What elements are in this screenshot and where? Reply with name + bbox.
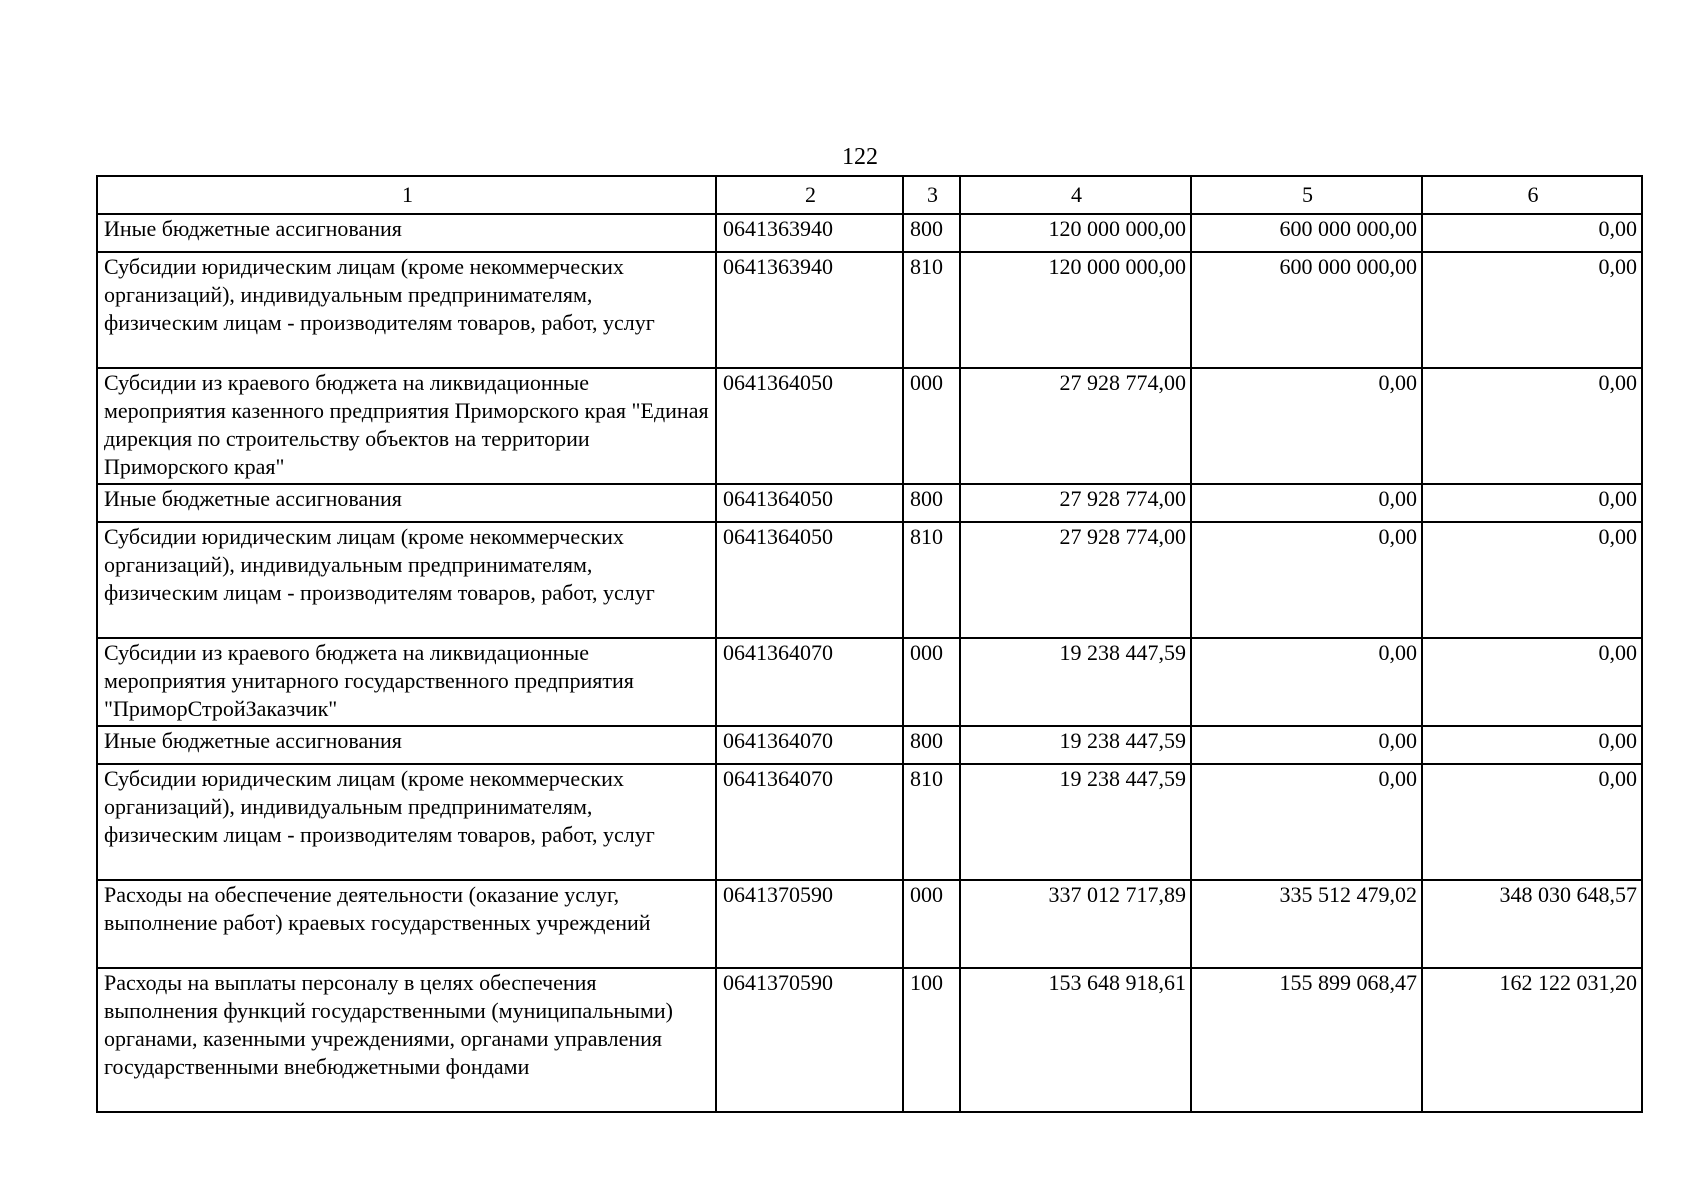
row-kvr: 800 xyxy=(903,484,960,522)
row-amount-4: 19 238 447,59 xyxy=(960,764,1191,880)
table-row xyxy=(97,484,1642,522)
table-row xyxy=(97,252,1642,368)
row-name: Иные бюджетные ассигнования xyxy=(97,484,716,522)
budget-table xyxy=(96,175,1643,1113)
row-kvr: 800 xyxy=(903,214,960,252)
header-col-2: 2 xyxy=(716,176,903,214)
row-kvr: 000 xyxy=(903,880,960,968)
table-row xyxy=(97,522,1642,638)
table-row xyxy=(97,726,1642,764)
table-body xyxy=(97,214,1642,1112)
row-amount-5: 0,00 xyxy=(1191,638,1422,726)
row-code: 0641370590 xyxy=(716,968,903,1112)
row-amount-6: 162 122 031,20 xyxy=(1422,968,1642,1112)
row-amount-4: 120 000 000,00 xyxy=(960,214,1191,252)
table-row xyxy=(97,214,1642,252)
row-name: Расходы на выплаты персоналу в целях обеспечения выполнения функций государственными (муниципальными) органами, казенными учреждениями, органами управления государственными внебюджетными фондами xyxy=(97,968,716,1112)
row-name: Расходы на обеспечение деятельности (оказание услуг, выполнение работ) краевых государственных учреждений xyxy=(97,880,716,968)
header-col-3: 3 xyxy=(903,176,960,214)
table-row xyxy=(97,638,1642,726)
row-amount-5: 0,00 xyxy=(1191,368,1422,484)
row-kvr: 810 xyxy=(903,252,960,368)
row-amount-5: 0,00 xyxy=(1191,484,1422,522)
header-col-6: 6 xyxy=(1422,176,1642,214)
row-amount-4: 19 238 447,59 xyxy=(960,638,1191,726)
row-code: 0641364050 xyxy=(716,368,903,484)
row-name: Субсидии из краевого бюджета на ликвидационные мероприятия казенного предприятия Приморского края "Единая дирекция по строительству объектов на территории Приморского края" xyxy=(97,368,716,484)
row-amount-6: 0,00 xyxy=(1422,522,1642,638)
row-name: Субсидии юридическим лицам (кроме некоммерческих организаций), индивидуальным предпринимателям, физическим лицам - производителям товаров, работ, услуг xyxy=(97,764,716,880)
row-amount-4: 120 000 000,00 xyxy=(960,252,1191,368)
row-amount-6: 0,00 xyxy=(1422,726,1642,764)
row-amount-5: 335 512 479,02 xyxy=(1191,880,1422,968)
table-row xyxy=(97,968,1642,1112)
row-name: Иные бюджетные ассигнования xyxy=(97,214,716,252)
row-code: 0641364070 xyxy=(716,638,903,726)
row-amount-5: 600 000 000,00 xyxy=(1191,214,1422,252)
row-name: Иные бюджетные ассигнования xyxy=(97,726,716,764)
row-amount-6: 0,00 xyxy=(1422,368,1642,484)
row-amount-4: 153 648 918,61 xyxy=(960,968,1191,1112)
row-amount-5: 155 899 068,47 xyxy=(1191,968,1422,1112)
page-number: 122 xyxy=(842,144,878,170)
row-amount-6: 0,00 xyxy=(1422,252,1642,368)
row-amount-6: 0,00 xyxy=(1422,638,1642,726)
row-code: 0641364070 xyxy=(716,764,903,880)
row-code: 0641370590 xyxy=(716,880,903,968)
row-kvr: 000 xyxy=(903,368,960,484)
table-row xyxy=(97,368,1642,484)
row-name: Субсидии юридическим лицам (кроме некоммерческих организаций), индивидуальным предпринимателям, физическим лицам - производителям товаров, работ, услуг xyxy=(97,252,716,368)
row-kvr: 100 xyxy=(903,968,960,1112)
header-row xyxy=(97,176,1642,214)
row-code: 0641364070 xyxy=(716,726,903,764)
header-col-5: 5 xyxy=(1191,176,1422,214)
table-header xyxy=(97,176,1642,214)
row-amount-4: 27 928 774,00 xyxy=(960,484,1191,522)
row-amount-6: 0,00 xyxy=(1422,764,1642,880)
row-amount-4: 27 928 774,00 xyxy=(960,522,1191,638)
row-code: 0641364050 xyxy=(716,522,903,638)
header-col-1: 1 xyxy=(97,176,716,214)
row-name: Субсидии из краевого бюджета на ликвидационные мероприятия унитарного государственного предприятия "ПриморСтройЗаказчик" xyxy=(97,638,716,726)
row-amount-4: 27 928 774,00 xyxy=(960,368,1191,484)
row-kvr: 810 xyxy=(903,522,960,638)
table-row xyxy=(97,880,1642,968)
row-amount-4: 337 012 717,89 xyxy=(960,880,1191,968)
row-code: 0641364050 xyxy=(716,484,903,522)
table-row xyxy=(97,764,1642,880)
row-amount-5: 0,00 xyxy=(1191,764,1422,880)
row-kvr: 000 xyxy=(903,638,960,726)
row-amount-4: 19 238 447,59 xyxy=(960,726,1191,764)
header-col-4: 4 xyxy=(960,176,1191,214)
row-amount-6: 0,00 xyxy=(1422,214,1642,252)
row-code: 0641363940 xyxy=(716,214,903,252)
row-amount-6: 348 030 648,57 xyxy=(1422,880,1642,968)
row-amount-5: 0,00 xyxy=(1191,726,1422,764)
row-amount-5: 0,00 xyxy=(1191,522,1422,638)
row-name: Субсидии юридическим лицам (кроме некоммерческих организаций), индивидуальным предпринимателям, физическим лицам - производителям товаров, работ, услуг xyxy=(97,522,716,638)
row-amount-6: 0,00 xyxy=(1422,484,1642,522)
row-kvr: 800 xyxy=(903,726,960,764)
row-amount-5: 600 000 000,00 xyxy=(1191,252,1422,368)
row-code: 0641363940 xyxy=(716,252,903,368)
row-kvr: 810 xyxy=(903,764,960,880)
